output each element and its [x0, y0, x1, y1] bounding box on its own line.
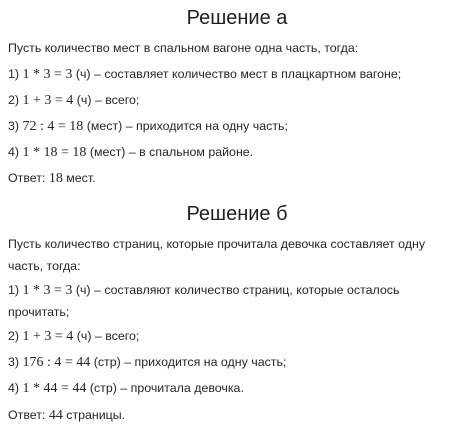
section-b-step-1-continuation: прочитать;: [8, 305, 70, 319]
answer-label: Ответ:: [8, 171, 46, 185]
step-text: (ч) – всего;: [76, 93, 140, 107]
answer-unit: страницы.: [66, 408, 126, 422]
section-b-step-1: [8, 282, 399, 299]
step-number: 4): [8, 145, 20, 159]
section-b-step-3: [8, 354, 286, 371]
section-a-step-3: [8, 118, 288, 135]
section-a-answer: [8, 170, 96, 187]
step-number: 2): [8, 93, 20, 107]
step-text: (ч) – составляют количество страниц, которые осталось: [75, 283, 400, 297]
step-number: 3): [8, 119, 20, 133]
step-expression: 1 + 3 = 4: [22, 93, 74, 108]
section-a-step-4: [8, 144, 253, 161]
section-b-step-4: [8, 380, 244, 397]
section-b-step-2: [8, 328, 139, 345]
answer-unit: мест.: [66, 171, 96, 185]
step-expression: 176 : 4 = 44: [22, 355, 91, 370]
step-expression: 1 + 3 = 4: [22, 329, 74, 344]
step-text: (стр) – прочитала девочка.: [89, 381, 244, 395]
step-number: 1): [8, 67, 20, 81]
step-text: (мест) – в спальном районе.: [89, 145, 254, 159]
answer-value: 44: [48, 408, 63, 423]
section-a-step-1: [8, 66, 401, 83]
section-a-intro: Пусть количество мест в спальном вагоне одна часть, тогда:: [8, 41, 359, 55]
step-expression: 1 * 44 = 44: [22, 381, 87, 396]
step-text: (стр) – приходится на одну часть;: [93, 355, 287, 369]
answer-value: 18: [48, 171, 63, 186]
section-b-intro-line-2: часть, тогда:: [8, 259, 81, 273]
step-number: 4): [8, 381, 20, 395]
section-b-title: Решение б: [186, 203, 288, 225]
step-expression: 1 * 3 = 3: [22, 283, 73, 298]
answer-label: Ответ:: [8, 408, 46, 422]
step-text: (мест) – приходится на одну часть;: [86, 119, 288, 133]
step-expression: 1 * 3 = 3: [22, 67, 73, 82]
section-a-step-2: [8, 92, 139, 109]
step-number: 1): [8, 283, 20, 297]
section-b-answer: [8, 407, 125, 424]
step-text: (ч) – составляет количество мест в плацкартном вагоне;: [75, 67, 402, 81]
step-number: 2): [8, 329, 20, 343]
section-b-intro-line-1: Пусть количество страниц, которые прочитала девочка составляет одну: [8, 237, 426, 251]
section-a-title: Решение а: [186, 7, 288, 29]
step-expression: 1 * 18 = 18: [22, 145, 87, 160]
step-number: 3): [8, 355, 20, 369]
step-expression: 72 : 4 = 18: [22, 119, 84, 134]
step-text: (ч) – всего;: [76, 329, 140, 343]
